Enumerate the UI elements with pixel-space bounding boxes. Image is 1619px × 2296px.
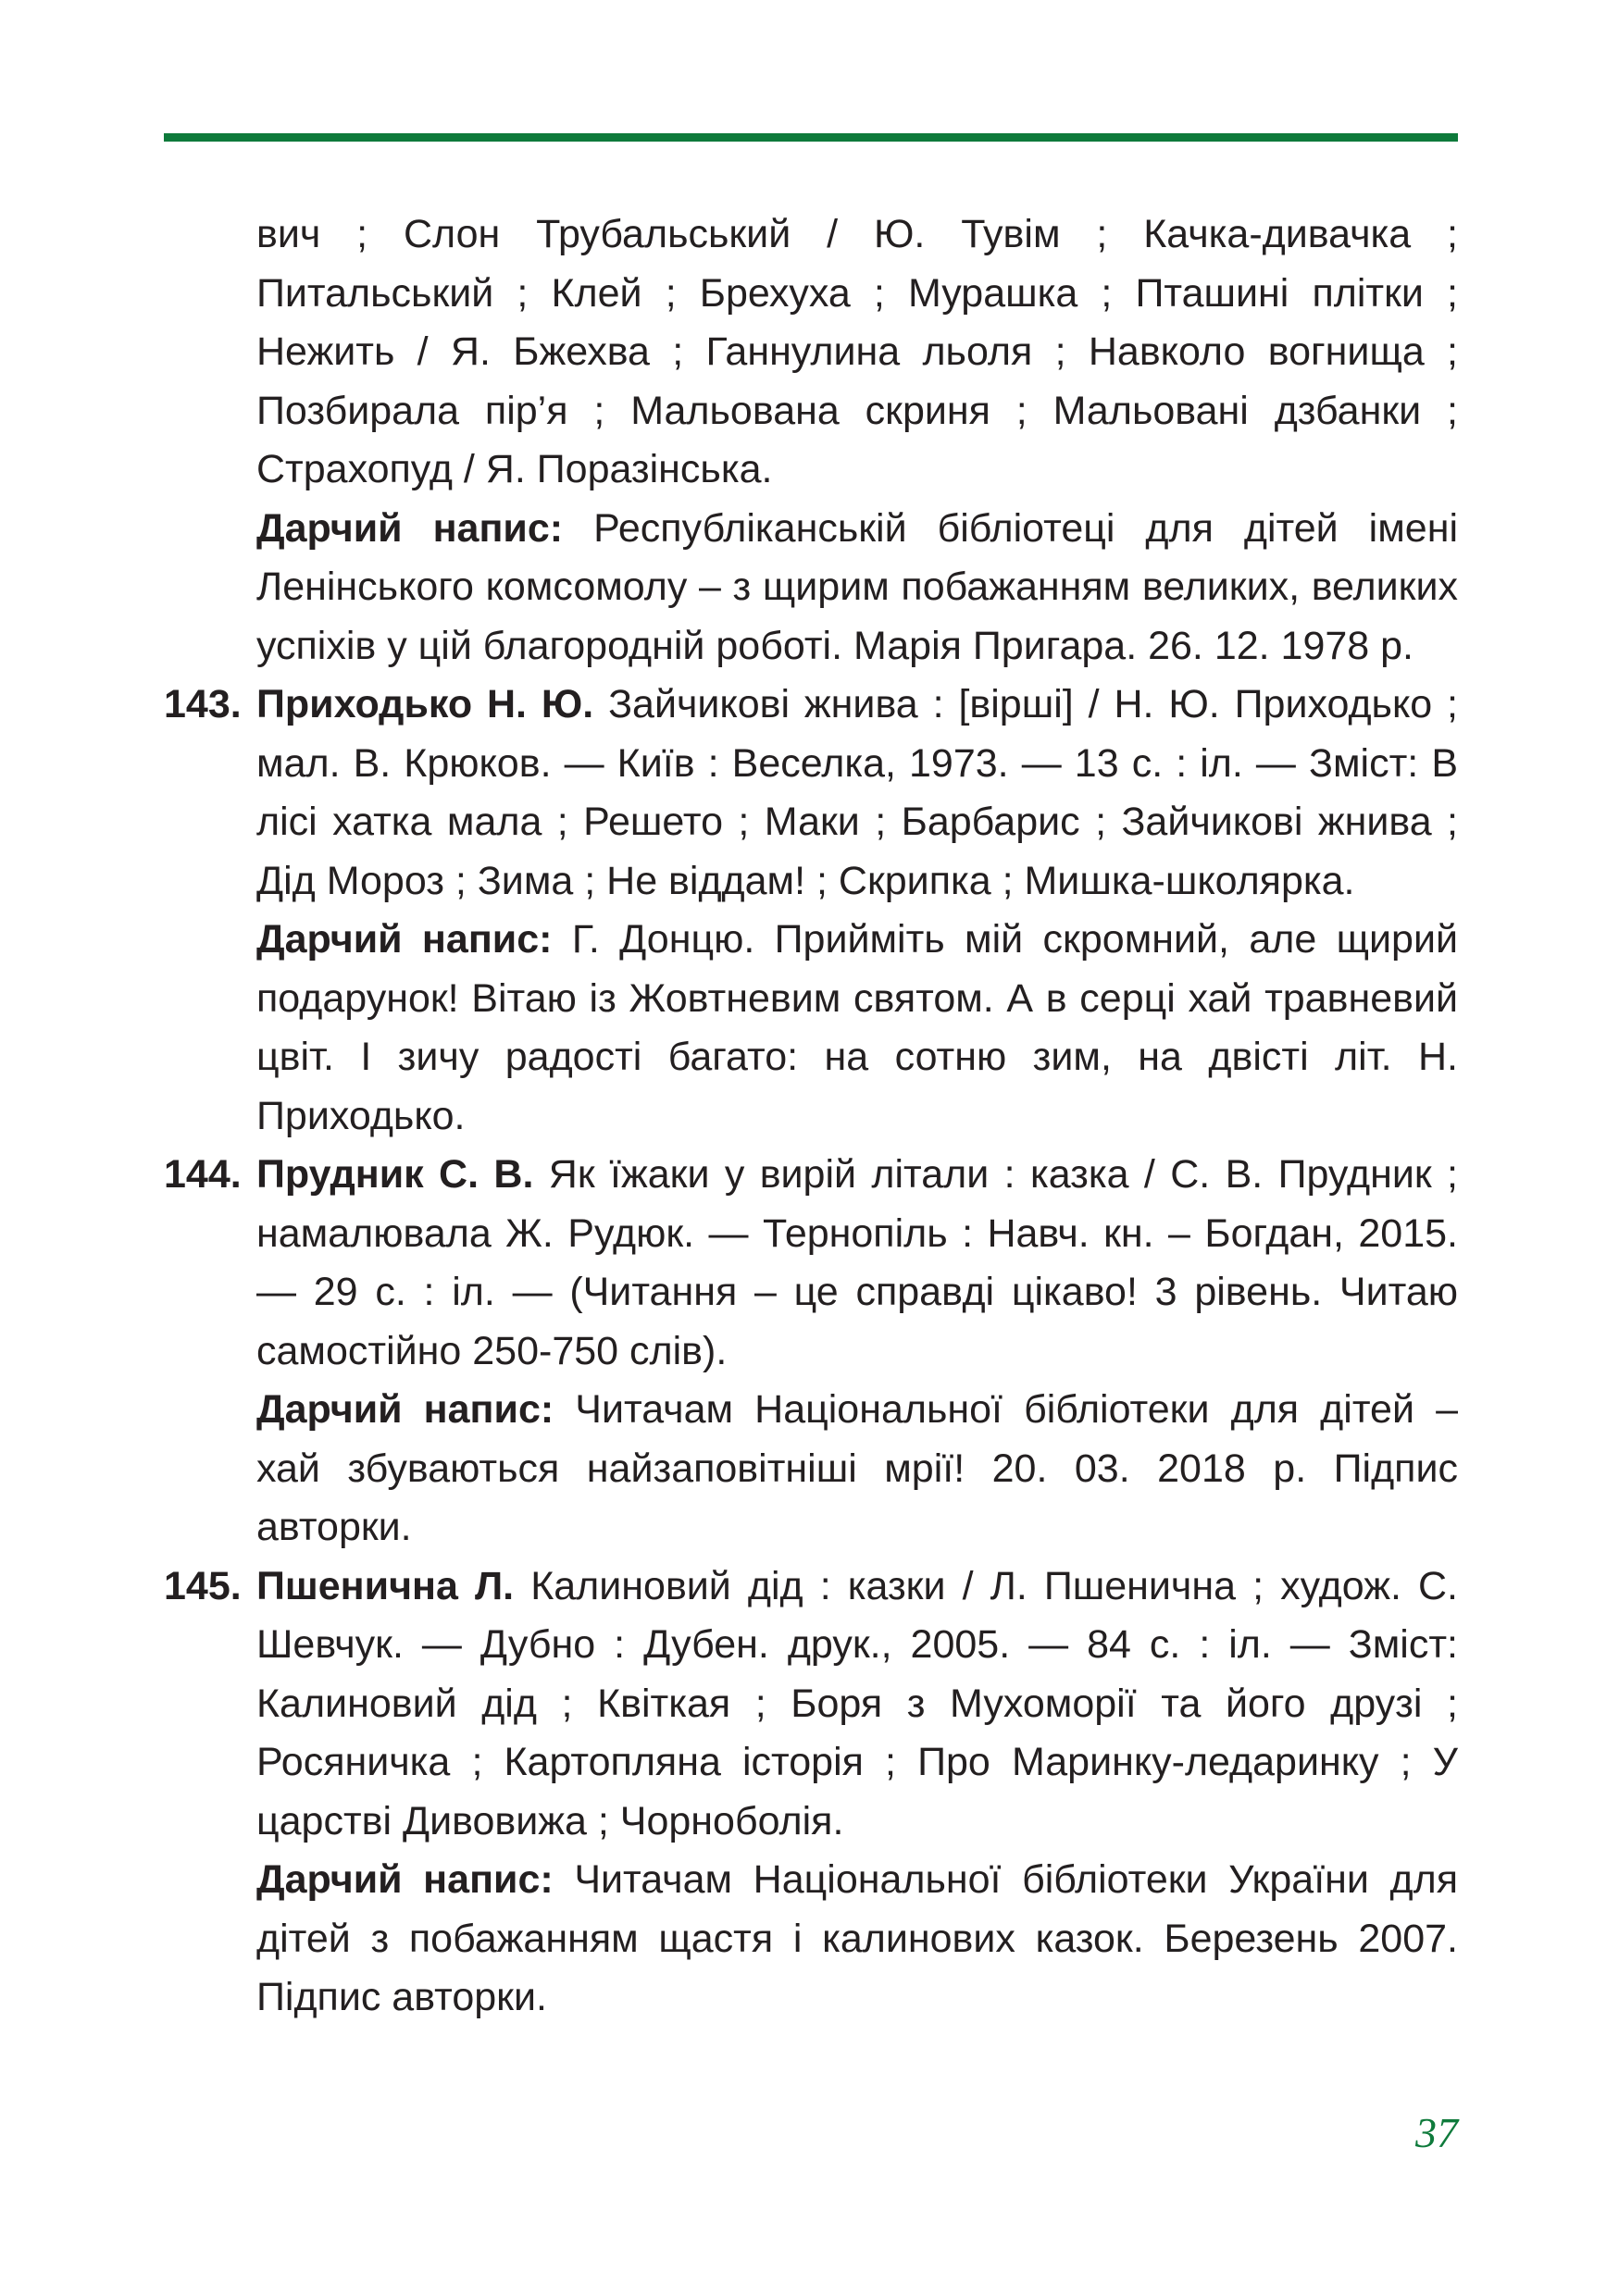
inscription-label: Дарчий напис: (256, 505, 564, 551)
entry-143-inscription (164, 911, 1458, 1146)
entry-author: Приходько Н. Ю. (256, 682, 594, 726)
entry-144-inscription (164, 1381, 1458, 1558)
entry-143 (164, 676, 1458, 911)
entry-145 (164, 1558, 1458, 1852)
page-body (164, 205, 1458, 2028)
inscription-text: Читачам Національної бібліотеки України для дітей з побажанням щастя і калинових казок. Березень 2007. Підпис авторки. (256, 1857, 1458, 2019)
continuation-inscription (164, 500, 1458, 676)
entry-author: Пшенична Л. (256, 1563, 515, 1608)
entry-145-inscription (164, 1851, 1458, 2028)
entry-number: 143. (164, 682, 242, 726)
inscription-label: Дарчий напис: (256, 1387, 554, 1432)
entry-author: Прудник С. В. (256, 1152, 534, 1197)
continuation-text: вич ; Слон Трубальський / Ю. Тувім ; Качка-дивачка ; Питальський ; Клей ; Брехуха ; Мурашка ; Пташині плітки ; Нежить / Я. Бжехва ; Ганнулина льоля ; Навколо вогнища ; Позбирала пір’я ; Мальована скриня ; Мальовані дзбанки ; Страхопуд / Я. Поразінська. (256, 212, 1458, 491)
inscription-text: Г. Донцю. Прийміть мій скромний, але щирий подарунок! Вітаю із Жовтневим святом. А в серці хай травневий цвіт. І зичу радості багато: на сотню зим, на двісті літ. Н. Приходько. (256, 917, 1458, 1138)
header-rule (164, 133, 1458, 142)
inscription-label: Дарчий напис: (256, 1857, 554, 1902)
entry-description: Калиновий дід : казки / Л. Пшенична ; худож. С. Шевчук. — Дубно : Дубен. друк., 2005. — 84 с. : іл. — Зміст: Калиновий дід ; Квіткая ; Боря з Мухоморії та його друзі ; Росяничка ; Картопляна історія ; Про Маринку-ледаринку ; У царстві Дивовижа ; Чорноболія. (256, 1563, 1459, 1843)
entry-number: 144. (164, 1152, 242, 1197)
inscription-text: Республіканській бібліотеці для дітей імені Ленінського комсомолу – з щирим побажанням великих, великих успіхів у цій благородній роботі. Марія Пригара. 26. 12. 1978 р. (256, 505, 1458, 668)
entry-144 (164, 1146, 1458, 1381)
entry-description: Зайчикові жнива : [вірші] / Н. Ю. Приходько ; мал. В. Крюков. — Київ : Веселка, 1973. — 13 с. : іл. — Зміст: В лісі хатка мала ; Решето ; Маки ; Барбарис ; Зайчикові жнива ; Дід Мороз ; Зима ; Не віддам! ; Скрипка ; Мишка-школярка. (256, 682, 1458, 903)
entry-number: 145. (164, 1563, 242, 1608)
inscription-label: Дарчий напис: (256, 917, 553, 962)
inscription-text: Читачам Національної бібліотеки для дітей – хай збуваються найзаповітніші мрії! 20. 03. 2018 р. Підпис авторки. (256, 1387, 1458, 1549)
page-number: 37 (1415, 2109, 1458, 2156)
entry-description: Як їжаки у вирій літали : казка / С. В. Прудник ; намалювала Ж. Рудюк. — Тернопіль : Навч. кн. – Богдан, 2015. — 29 с. : іл. — (Читання – це справді цікаво! 3 рівень. Читаю самостійно 250-750 слів). (256, 1152, 1458, 1373)
